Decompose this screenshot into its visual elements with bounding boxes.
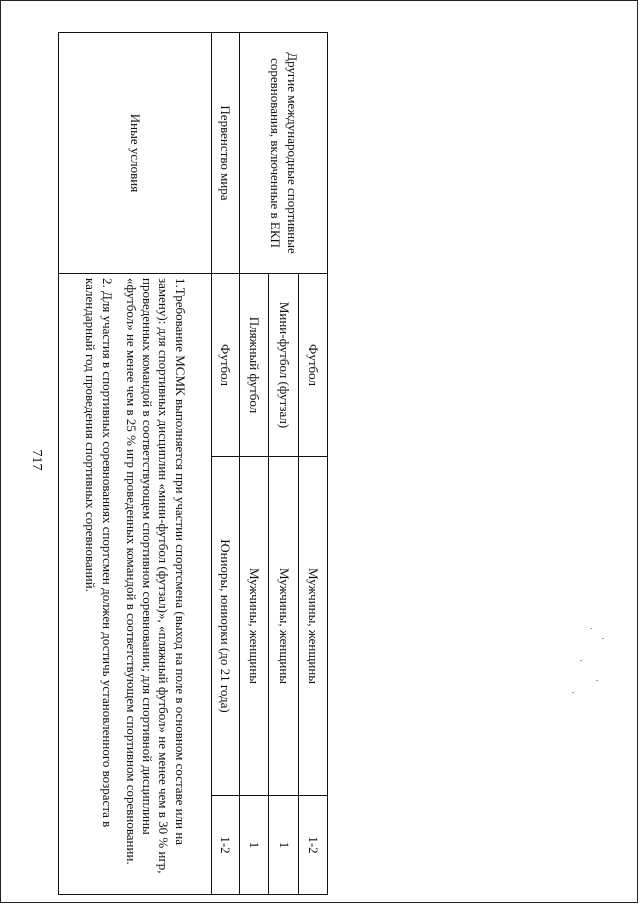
places-cell: 1 — [239, 796, 268, 895]
table-row — [298, 33, 327, 895]
places-cell: 1-2 — [211, 796, 239, 895]
other-conditions-text-cell — [59, 274, 212, 895]
condition-paragraph-2: 2. Для участия в спортивных соревнованиях спортсмен должен достичь установленного возраста в календарный год проведения спортивных соревнований. — [83, 278, 115, 828]
ekp-table — [58, 32, 328, 895]
places-cell: 1-2 — [298, 796, 327, 895]
discipline-cell: Футбол — [211, 274, 239, 457]
page-number-text: 717 — [29, 449, 44, 471]
participants-cell: Юниоры, юниорки (до 21 года) — [211, 457, 239, 796]
rotated-table-wrapper — [58, 32, 328, 874]
participants-cell: Мужчины, женщины — [298, 457, 327, 796]
group-label-cell: Другие международные спортивные соревнования, включенные в ЕКП — [239, 33, 327, 274]
page-number — [24, 440, 48, 480]
discipline-cell: Футбол — [298, 274, 327, 457]
participants-cell: Мужчины, женщины — [239, 457, 268, 796]
scan-noise — [560, 620, 620, 700]
condition-paragraph-1: 1.Требование МСМК выполняется при участии спортсмена (выход на поле в основном составе или на замену): для спортивных дисциплин «мини-футбол (футзал)», «пляжный футбол» не менее чем в 30 % игр, проведенных командой в соответствующем спортивном соревновании; для спортивной дисциплины «футбол» не менее чем в 25 % игр проведенных командой в соответствующем спортивном соревновании. — [123, 278, 188, 874]
discipline-cell: Мини-футбол (футзал) — [269, 274, 298, 457]
places-cell: 1 — [269, 796, 298, 895]
discipline-cell: Пляжный футбол — [239, 274, 268, 457]
participants-cell: Мужчины, женщины — [269, 457, 298, 796]
world-championship-label-cell: Первенство мира — [211, 33, 239, 274]
table-row — [59, 33, 212, 895]
other-conditions-label-cell: Иные условия — [59, 33, 212, 274]
table-row — [211, 33, 239, 895]
